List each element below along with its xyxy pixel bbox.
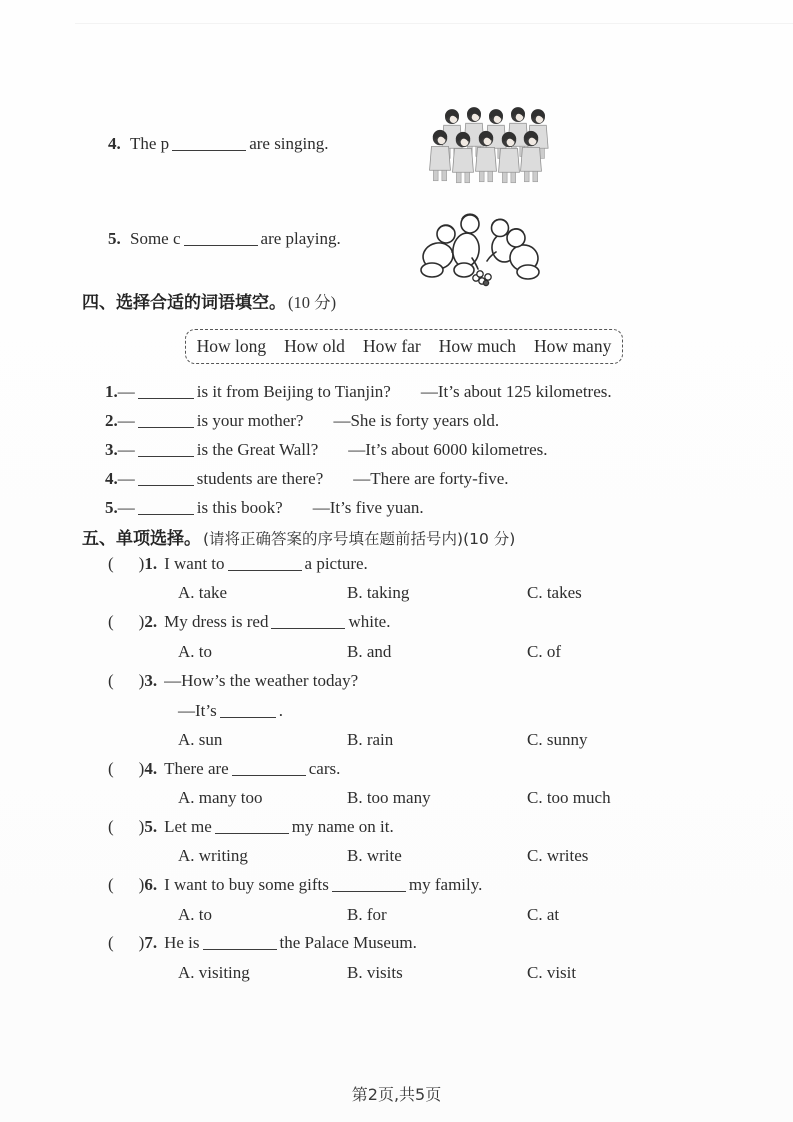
option-b: B. rain	[347, 730, 394, 749]
dash: —	[117, 411, 135, 430]
answer-text: —It’s about 6000 kilometres.	[348, 440, 548, 459]
answer-bracket-close: )	[138, 671, 145, 690]
answer-text: —There are forty-five.	[353, 469, 509, 488]
question-text: is your mother?	[196, 411, 304, 430]
question-stem-line2: —It’s	[178, 701, 217, 720]
option-b: B. for	[347, 905, 387, 924]
section4-points: (10 分)	[288, 293, 337, 312]
item-number: 4.	[108, 134, 121, 153]
fill-question-5	[105, 498, 424, 518]
question-stem-post: my name on it.	[291, 817, 394, 836]
option-b: B. write	[347, 846, 402, 865]
option-b: B. too many	[347, 788, 431, 807]
answer-bracket-open: (	[108, 612, 114, 631]
answer-bracket-close: )	[138, 554, 145, 573]
dash: —	[117, 498, 135, 517]
question-number: 7.	[144, 933, 158, 952]
question-number: 4.	[144, 759, 158, 778]
answer-text: —It’s about 125 kilometres.	[420, 382, 612, 401]
question-stem-post: a picture.	[304, 554, 368, 573]
answer-blank	[332, 877, 406, 892]
section5-title: 五、单项选择。	[82, 529, 201, 549]
answer-blank	[172, 136, 246, 151]
fill-question-1	[105, 382, 612, 402]
vocab-item-5	[108, 229, 341, 249]
options-row-2	[0, 642, 793, 664]
answer-bracket-open: (	[108, 933, 114, 952]
mc-question-2	[108, 612, 390, 632]
options-row-6	[0, 905, 793, 927]
answer-bracket-close: )	[138, 817, 145, 836]
fill-question-4	[105, 469, 509, 489]
word-bank-item: How old	[284, 336, 345, 356]
fill-question-2	[105, 411, 499, 431]
option-b: B. taking	[347, 583, 410, 602]
question-number: 1.	[105, 382, 118, 401]
question-number: 4.	[105, 469, 118, 488]
answer-bracket-close: )	[138, 612, 145, 631]
option-a: A. many too	[178, 788, 263, 807]
option-c: C. visit	[527, 963, 577, 982]
item-text-pre: The p	[130, 134, 170, 153]
question-number: 3.	[105, 440, 118, 459]
option-a: A. writing	[178, 846, 248, 865]
answer-blank	[138, 384, 194, 399]
question-number: 3.	[144, 671, 158, 690]
option-c: C. at	[527, 905, 560, 924]
answer-bracket-close: )	[138, 759, 145, 778]
options-row-4	[0, 788, 793, 810]
item-text-post: are playing.	[260, 229, 341, 248]
question-text: students are there?	[196, 469, 324, 488]
answer-blank	[184, 231, 258, 246]
children-playing-illustration	[416, 204, 544, 290]
answer-blank	[228, 556, 302, 571]
word-bank-item: How long	[196, 336, 267, 356]
options-row-7	[0, 963, 793, 985]
answer-blank	[271, 614, 345, 629]
question-stem: He is	[164, 933, 200, 952]
section5-note: (请将正确答案的序号填在题前括号内)(10 分)	[203, 530, 516, 548]
section4-title: 四、选择合适的词语填空。	[82, 293, 286, 313]
options-row-3	[0, 730, 793, 752]
answer-blank	[215, 819, 289, 834]
choir-singing-illustration	[426, 102, 550, 197]
fill-question-3	[105, 440, 548, 460]
word-bank-item: How far	[362, 336, 421, 356]
question-stem: My dress is red	[164, 612, 269, 631]
answer-blank	[138, 413, 194, 428]
mc-question-3-line2	[178, 701, 283, 721]
question-number: 1.	[144, 554, 158, 573]
word-bank-box	[185, 329, 623, 364]
option-b: B. and	[347, 642, 392, 661]
option-a: A. take	[178, 583, 228, 602]
question-stem-post: cars.	[308, 759, 341, 778]
question-number: 5.	[144, 817, 158, 836]
question-stem-line2-post: .	[278, 701, 283, 720]
question-stem: There are	[164, 759, 229, 778]
options-row-5	[0, 846, 793, 868]
item-text-pre: Some c	[130, 229, 181, 248]
answer-bracket-close: )	[138, 933, 145, 952]
question-stem: I want to buy some gifts	[164, 875, 329, 894]
mc-question-4	[108, 759, 340, 779]
question-text: is the Great Wall?	[196, 440, 319, 459]
option-a: A. to	[178, 642, 212, 661]
answer-bracket-open: (	[108, 875, 114, 894]
option-a: A. to	[178, 905, 212, 924]
answer-blank	[138, 471, 194, 486]
question-stem: Let me	[164, 817, 212, 836]
question-stem-line1: —How’s the weather today?	[164, 671, 359, 690]
question-stem-post: white.	[348, 612, 391, 631]
answer-bracket-open: (	[108, 554, 114, 573]
answer-text: —It’s five yuan.	[312, 498, 424, 517]
option-c: C. takes	[527, 583, 582, 602]
page-number-footer: 第2页,共5页	[351, 1085, 442, 1104]
vocab-item-4	[108, 134, 329, 154]
question-number: 2.	[144, 612, 158, 631]
answer-bracket-open: (	[108, 671, 114, 690]
question-number: 6.	[144, 875, 158, 894]
option-c: C. too much	[527, 788, 611, 807]
option-c: C. sunny	[527, 730, 588, 749]
answer-bracket-open: (	[108, 759, 114, 778]
word-bank-item: How many	[534, 336, 612, 356]
answer-bracket-open: (	[108, 817, 114, 836]
question-number: 5.	[105, 498, 118, 517]
option-a: A. visiting	[178, 963, 250, 982]
answer-blank	[138, 500, 194, 515]
scan-artifact-line	[75, 23, 793, 24]
dash: —	[117, 469, 135, 488]
answer-blank	[232, 761, 306, 776]
answer-text: —She is forty years old.	[333, 411, 500, 430]
question-stem-post: the Palace Museum.	[279, 933, 417, 952]
option-c: C. writes	[527, 846, 589, 865]
answer-blank	[203, 935, 277, 950]
question-stem-post: my family.	[408, 875, 483, 894]
option-b: B. visits	[347, 963, 403, 982]
item-text-post: are singing.	[249, 134, 329, 153]
dash: —	[117, 440, 135, 459]
section4-header	[82, 288, 336, 313]
mc-question-1	[108, 554, 368, 574]
word-bank-item: How much	[438, 336, 517, 356]
option-c: C. of	[527, 642, 561, 661]
answer-blank	[220, 703, 276, 718]
mc-question-3	[108, 671, 358, 691]
question-number: 2.	[105, 411, 118, 430]
mc-question-6	[108, 875, 482, 895]
options-row-1	[0, 583, 793, 605]
mc-question-5	[108, 817, 394, 837]
option-a: A. sun	[178, 730, 223, 749]
question-text: is this book?	[196, 498, 283, 517]
section5-header	[82, 524, 515, 549]
question-stem: I want to	[164, 554, 225, 573]
question-text: is it from Beijing to Tianjin?	[196, 382, 391, 401]
dash: —	[117, 382, 135, 401]
item-number: 5.	[108, 229, 121, 248]
mc-question-7	[108, 933, 417, 953]
answer-blank	[138, 442, 194, 457]
answer-bracket-close: )	[138, 875, 145, 894]
